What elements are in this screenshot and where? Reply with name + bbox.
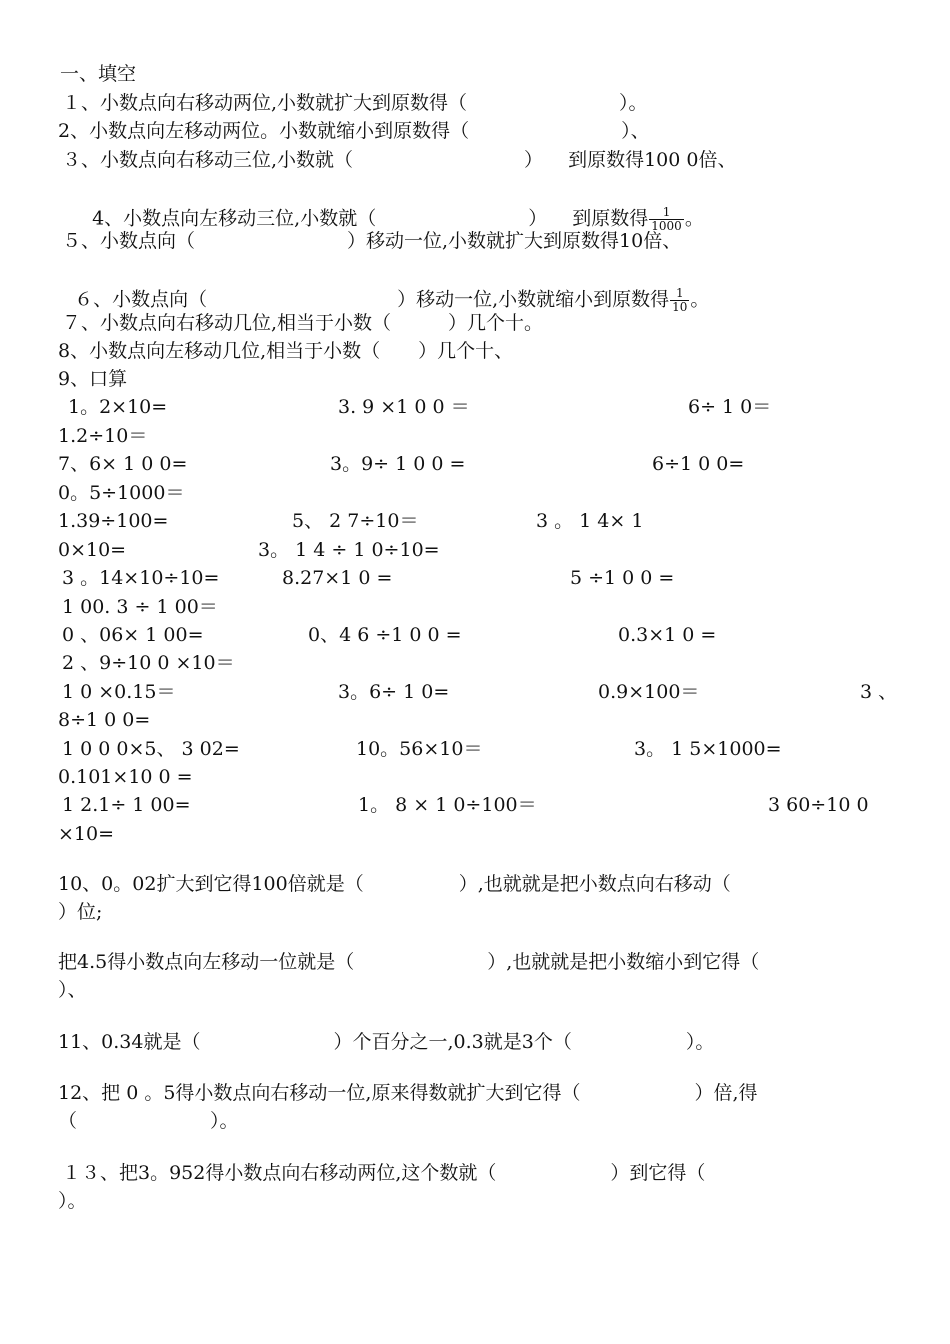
question-4-end: 。 (684, 207, 704, 230)
question-13: １３、把3。952得小数点向右移动两位,这个数就（ ）到它得（ (62, 1162, 706, 1184)
oral-item: 2 、9÷10 0 ×10＝ (62, 652, 235, 674)
oral-item: 0.3×1 0 = (618, 624, 717, 646)
fraction-numerator: 1 (670, 287, 689, 301)
question-10-cont: ）位; (58, 901, 103, 923)
oral-item: 6÷ 1 0＝ (688, 396, 772, 418)
question-13-cont: ）。 (58, 1190, 87, 1212)
question-8: 8、小数点向左移动几位,相当于小数（ ）几个十、 (58, 340, 514, 362)
oral-item: 3。 1 5×1000= (634, 738, 782, 760)
oral-item: 8÷1 0 0= (58, 709, 151, 731)
fraction-denominator: 10 (672, 300, 688, 314)
question-10-part-2-cont: ）、 (58, 979, 87, 1001)
question-3: ３、小数点向右移动三位,小数就（ ） 到原数得100 0倍、 (62, 149, 737, 171)
oral-item: 3 、 (860, 681, 898, 703)
oral-item: 1.39÷100= (58, 510, 169, 532)
oral-item: 1 0 ×0.15＝ (62, 681, 176, 703)
oral-item: 1.2÷10＝ (58, 425, 148, 447)
oral-item: 8.27×1 0 = (282, 567, 393, 589)
question-12: 12、把 0 。5得小数点向右移动一位,原来得数就扩大到它得（ ）倍,得 (58, 1082, 758, 1104)
oral-item: 5 ÷1 0 0 = (570, 567, 675, 589)
fraction-numerator: 1 (649, 206, 684, 220)
oral-item: 0.9×100＝ (598, 681, 700, 703)
oral-item: 1 2.1÷ 1 00= (62, 794, 191, 816)
oral-item: 3 。14×10÷10= (62, 567, 220, 589)
question-1: １、小数点向右移动两位,小数就扩大到原数得（ ）。 (62, 92, 648, 114)
oral-item: 3 60÷10 0 (768, 794, 869, 816)
question-7: ７、小数点向右移动几位,相当于小数（ ）几个十。 (62, 312, 544, 334)
oral-item: 1。 8 × 1 0÷100＝ (358, 794, 537, 816)
fraction-one-tenth (670, 287, 689, 314)
oral-item: 3 。 1 4× 1 (536, 510, 644, 532)
question-2: 2、小数点向左移动两位。小数就缩小到原数得（ ）、 (58, 120, 650, 142)
question-10: 10、0。02扩大到它得100倍就是（ ）,也就就是把小数点向右移动（ (58, 873, 731, 895)
question-4 (80, 182, 704, 233)
oral-item: ×10= (58, 823, 115, 845)
question-4-text: 4、小数点向左移动三位,小数就（ ） 到原数得 (92, 207, 649, 230)
question-12-cont: （ ）。 (58, 1110, 239, 1132)
oral-item: 1。2×10= (68, 396, 168, 418)
oral-item: 3。 1 4 ÷ 1 0÷10= (258, 539, 440, 561)
oral-item: 3。9÷ 1 0 0 = (330, 453, 466, 475)
oral-item: 3。6÷ 1 0= (338, 681, 450, 703)
oral-item: 5、 2 7÷10＝ (292, 510, 419, 532)
question-11: 11、0.34就是（ ）个百分之一,0.3就是3个（ ）。 (58, 1031, 715, 1053)
fraction-denominator: 1000 (651, 219, 682, 233)
question-6 (62, 263, 709, 314)
section-heading: 一、填空 (60, 63, 137, 85)
question-9: 9、口算 (58, 368, 128, 390)
question-6-text: ６、小数点向（ ）移动一位,小数就缩小到原数得 (74, 288, 670, 311)
question-5: ５、小数点向（ ）移动一位,小数就扩大到原数得10倍、 (62, 230, 682, 252)
oral-item: 7、6× 1 0 0= (58, 453, 188, 475)
question-6-end: 。 (690, 288, 710, 311)
oral-item: 10。56×10＝ (356, 738, 483, 760)
oral-item: 0.101×10 0 = (58, 766, 193, 788)
oral-item: 6÷1 0 0= (652, 453, 745, 475)
oral-item: 1 00. 3 ÷ 1 00＝ (62, 596, 218, 618)
oral-item: 0 、06× 1 00= (62, 624, 204, 646)
oral-item: 1 0 0 0×5、 3 02= (62, 738, 240, 760)
oral-item: 0、4 6 ÷1 0 0 = (308, 624, 462, 646)
oral-item: 0。5÷1000＝ (58, 482, 185, 504)
oral-item: 0×10= (58, 539, 127, 561)
oral-item: 3. 9 ×1 0 0 ＝ (338, 396, 470, 418)
question-10-part-2: 把4.5得小数点向左移动一位就是（ ）,也就就是把小数缩小到它得（ (58, 951, 760, 973)
